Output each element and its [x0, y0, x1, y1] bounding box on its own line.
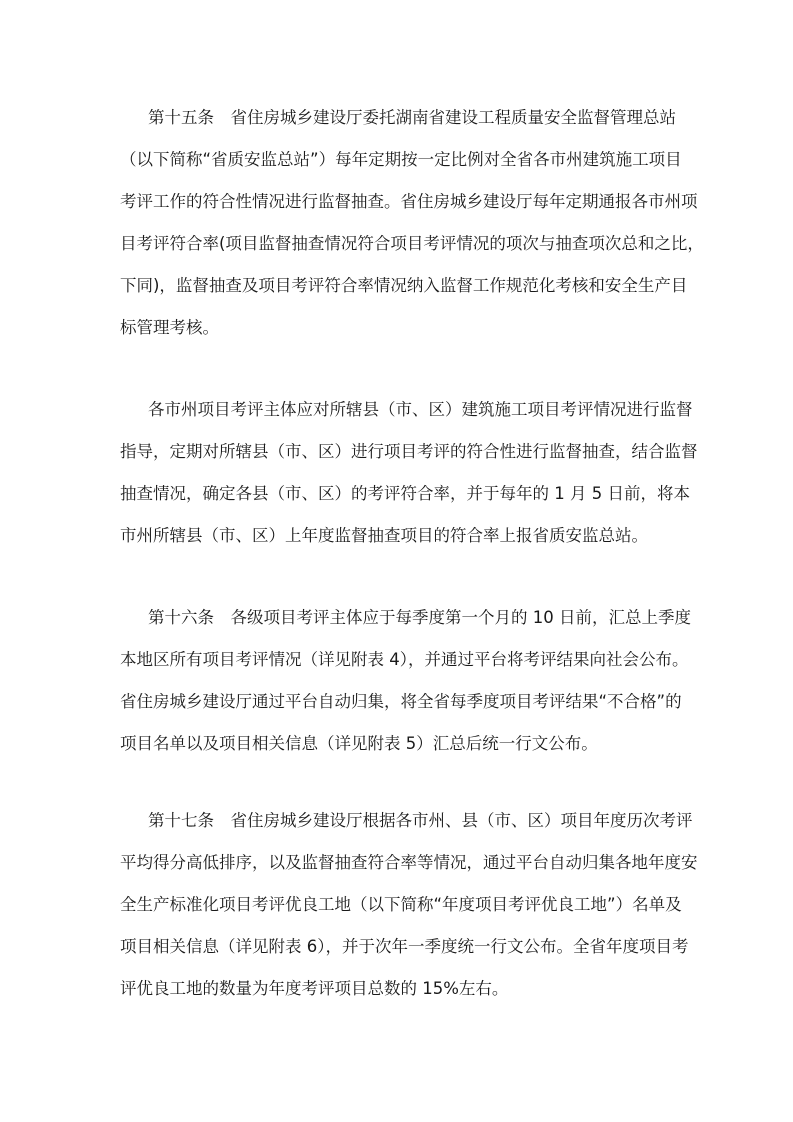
text-line: 标管理考核。 [120, 318, 219, 337]
text-line: （以下简称“省质安监总站”）每年定期按一定比例对全省各市州建筑施工项目 [120, 150, 682, 169]
paragraph-article-15 [120, 97, 704, 349]
text-line: 全生产标准化项目考评优良工地（以下简称“年度项目考评优良工地”）名单及 [120, 895, 682, 914]
text-line: 平均得分高低排序，以及监督抽查符合率等情况，通过平台自动归集各地年度安 [120, 853, 698, 872]
text-line: 第十七条 省住房城乡建设厅根据各市州、县（市、区）项目年度历次考评 [148, 811, 693, 830]
text-line: 指导，定期对所辖县（市、区）进行项目考评的符合性进行监督抽查，结合监督 [120, 442, 698, 461]
text-line: 下同)，监督抽查及项目考评符合率情况纳入监督工作规范化考核和安全生产目 [120, 276, 688, 295]
text-line: 目考评符合率(项目监督抽查情况符合项目考评情况的项次与抽查项次总和之比， [120, 234, 704, 253]
text-line: 抽查情况，确定各县（市、区）的考评符合率，并于每年的 1 月 5 日前，将本 [120, 484, 690, 503]
text-line: 各市州项目考评主体应对所辖县（市、区）建筑施工项目考评情况进行监督 [148, 400, 693, 419]
text-line: 项目名单以及项目相关信息（详见附表 5）汇总后统一行文公布。 [120, 734, 598, 753]
text-line: 市州所辖县（市、区）上年度监督抽查项目的符合率上报省质安监总站。 [120, 526, 648, 545]
text-line: 省住房城乡建设厅通过平台自动归集，将全省每季度项目考评结果“不合格”的 [120, 692, 682, 711]
text-line: 评优良工地的数量为年度考评项目总数的 15%左右。 [120, 979, 509, 998]
text-line: 第十五条 省住房城乡建设厅委托湖南省建设工程质量安全监督管理总站 [148, 108, 676, 127]
text-line: 项目相关信息（详见附表 6），并于次年一季度统一行文公布。全省年度项目考 [120, 937, 689, 956]
text-line: 考评工作的符合性情况进行监督抽查。省住房城乡建设厅每年定期通报各市州项 [120, 192, 698, 211]
text-line: 第十六条 各级项目考评主体应于每季度第一个月的 10 日前，汇总上季度 [148, 608, 691, 627]
paragraph-article-16 [120, 597, 691, 765]
text-line: 本地区所有项目考评情况（详见附表 4），并通过平台将考评结果向社会公布。 [120, 650, 689, 669]
paragraph-article-17 [120, 800, 698, 1010]
paragraph-city-evaluation [120, 389, 698, 557]
